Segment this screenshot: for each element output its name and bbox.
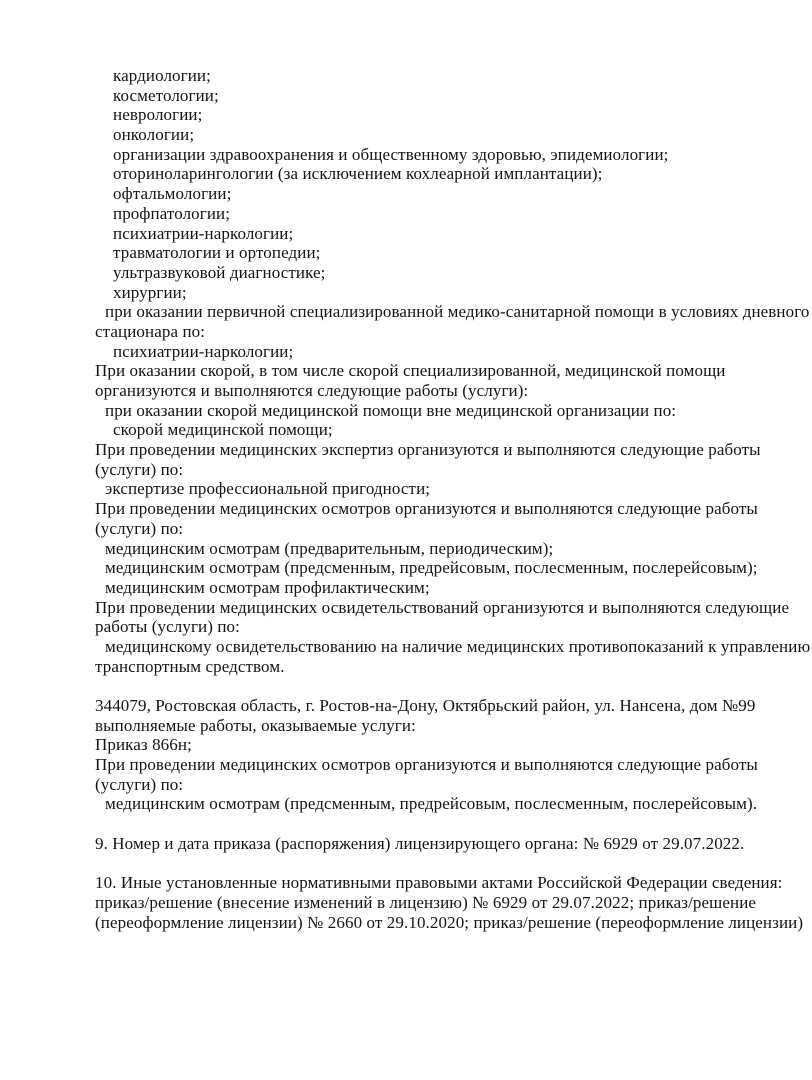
text-line: психиатрии-наркологии; [113, 341, 294, 361]
text-line: офтальмологии; [113, 184, 232, 204]
blank-line [0, 854, 812, 874]
text-line: оториноларингологии (за исключением кохлеарной имплантации); [113, 164, 603, 184]
text-line: (услуги) по: [95, 459, 184, 479]
text-line: организации здравоохранения и общественному здоровью, эпидемиологии; [113, 144, 669, 164]
text-line: медицинским осмотрам (предсменным, предрейсовым, послесменным, послерейсовым). [105, 794, 758, 814]
text-line: организуются и выполняются следующие работы (услуги): [95, 381, 529, 400]
text-line: медицинским осмотрам профилактическим; [105, 577, 430, 597]
text-line: психиатрии-наркологии; [113, 223, 294, 243]
text-line: 344079, Ростовская область, г. Ростов-на-Дону, Октябрьский район, ул. Нансена, дом №99 [95, 696, 756, 715]
document-body [0, 66, 812, 932]
text-line: работы (услуги) по: [95, 617, 240, 637]
text-line: Приказ 866н; [95, 735, 192, 755]
text-line: При проведении медицинских освидетельствований организуются и выполняются следующие [95, 597, 790, 617]
text-line: при оказании скорой медицинской помощи вне медицинской организации по: [105, 400, 677, 420]
text-line: медицинскому освидетельствованию на наличие медицинских противопоказаний к управлению [105, 636, 811, 656]
text-line: При проведении медицинских экспертиз организуются и выполняются следующие работы [95, 440, 761, 460]
text-line: 10. Иные установленные нормативными правовыми актами Российской Федерации сведения: [95, 873, 783, 893]
text-line: ультразвуковой диагностике; [113, 262, 326, 282]
text-line: экспертизе профессиональной пригодности; [105, 479, 431, 499]
text-line: онкологии; [113, 125, 195, 145]
text-line: косметологии; [113, 85, 219, 105]
text-line: кардиологии; [113, 66, 211, 85]
text-line: неврологии; [113, 105, 203, 125]
text-line: медицинским осмотрам (предсменным, предрейсовым, послесменным, послерейсовым); [105, 558, 758, 578]
blank-line [0, 814, 812, 834]
text-line: травматологии и ортопедии; [113, 243, 321, 263]
text-line: медицинским осмотрам (предварительным, периодическим); [105, 538, 554, 558]
text-line: приказ/решение (внесение изменений в лицензию) № 6929 от 29.07.2022; приказ/решение [95, 892, 757, 912]
blank-line [0, 676, 812, 696]
text-line: стационара по: [95, 321, 206, 341]
text-line: (переоформление лицензии) № 2660 от 29.10.2020; приказ/решение (переоформление лицензии) [95, 912, 804, 932]
text-line: (услуги) по: [95, 518, 184, 538]
text-line: (услуги) по: [95, 774, 184, 794]
text-line: скорой медицинской помощи; [113, 420, 333, 440]
text-line: При проведении медицинских осмотров организуются и выполняются следующие работы [95, 499, 758, 519]
text-line: При оказании скорой, в том числе скорой специализированной, медицинской помощи [95, 361, 726, 381]
text-line: хирургии; [113, 282, 187, 302]
text-line: профпатологии; [113, 203, 231, 223]
text-line: при оказании первичной специализированной медико-санитарной помощи в условиях дневного [105, 302, 810, 322]
text-line: 9. Номер и дата приказа (распоряжения) лицензирующего органа: № 6929 от 29.07.2022. [95, 833, 745, 853]
text-line: При проведении медицинских осмотров организуются и выполняются следующие работы [95, 755, 758, 775]
text-line: выполняемые работы, оказываемые услуги: [95, 715, 416, 735]
text-line: транспортным средством. [95, 656, 285, 676]
